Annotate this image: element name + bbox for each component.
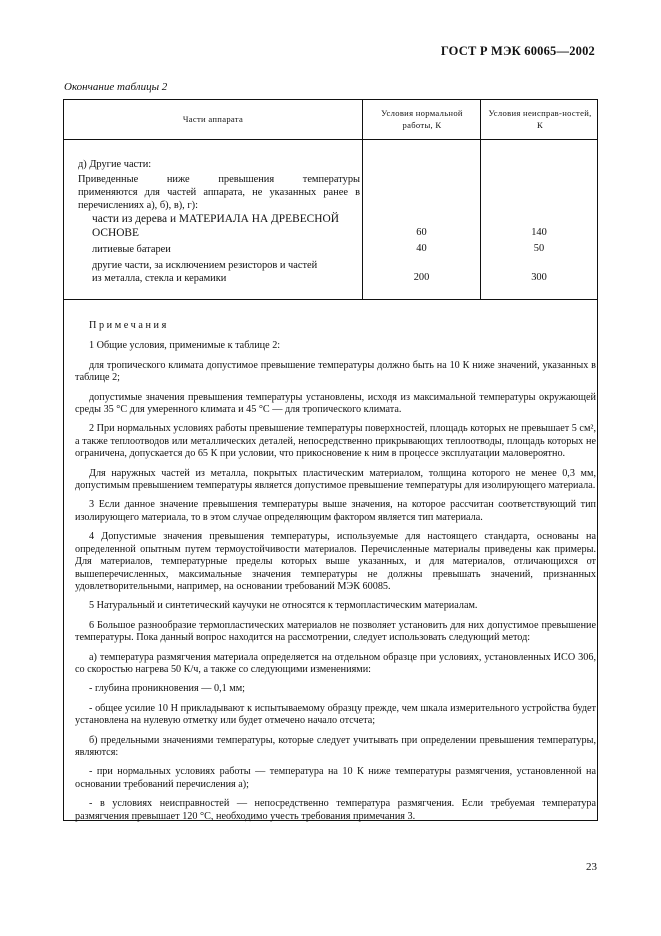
note-paragraph: а) температура размягчения материала определяется на отдельном образце при условиях, установленных ИСО 306, со скоростью нагрева 50 К/ч, а также со следующими изменениями: [75,651,596,675]
row-lithium-fault: 50 [533,243,545,254]
column-header-parts: Части аппарата [182,113,244,124]
column-header-normal: Условия нормальной работы, К [381,107,463,130]
section-text-line-3: перечислениях а), б), в), г): [78,200,198,211]
row-other-line-2: из металла, стекла и керамики [92,273,227,284]
note-paragraph: - в условиях неисправностей — непосредственно температура размягчения. Если требуемая температура размягчения превышает 120 °С, необходимо учесть требования примечания 3. [75,798,596,822]
row-lithium-line-1: литиевые батареи [92,244,171,255]
row-other-fault: 300 [531,272,547,283]
section-text-line-2: применяются для частей аппарата, не указанных ранее в [78,187,360,198]
notes-title: Примечания [89,320,169,331]
note-paragraph: - общее усилие 10 Н прикладывают к испытываемому образцу прежде, чем шкала измерительного устройства будет установлена на нулевую отметку или будет отмечено начало отсчета; [75,702,596,727]
note-paragraph: - при нормальных условиях работы — температура на 10 К ниже температуры размягчения, установленной на основании требований перечисления а); [75,766,596,790]
section-text-line-1: Приведенные ниже превышения температуры [78,174,360,185]
note-paragraph: - глубина проникновения — 0,1 мм; [89,683,245,695]
note-paragraph: для тропического климата допустимое превышение температуры должно быть на 10 К ниже значений, указанных в таблице 2; [75,359,596,384]
note-paragraph: 6 Большое разнообразие термопластических материалов не позволяет установить для них допустимое превышение температуры. Пока данный вопрос находится на рассмотрении, следует использовать следующий метод: [75,619,596,644]
body-divider [64,299,597,300]
row-wood-fault: 140 [531,227,547,238]
standard-header: ГОСТ Р МЭК 60065—2002 [440,44,595,58]
note-paragraph: 4 Допустимые значения превышения температуры, используемые для настоящего стандарта, основаны на определенной опытным путем термоустойчивости материалов. Перечисленные материалы приведены как примеры. Для материалов, температурные пределы которых выше указанных, и для материалов, отличающихся от вышеперечисленных, максимальные значения температуры не должны превышать значений, признанных удовлетворительными, например, на основании требований МЭК 60085. [75,531,596,592]
note-paragraph: допустимые значения превышения температуры установлены, исходя из максимальной температуры окружающей среды 35 °С для умеренного климата и 45 °С — для тропического климата. [75,391,596,416]
table-continuation-caption: Окончание таблицы 2 [64,81,168,93]
note-paragraph: 5 Натуральный и синтетический каучуки не относятся к термопластическим материалам. [89,600,478,612]
row-lithium-normal: 40 [416,243,427,254]
temperature-table [63,99,598,821]
column-divider-1 [362,100,363,299]
note-paragraph: 1 Общие условия, применимые к таблице 2: [89,340,281,352]
row-wood-line-2: ОСНОВЕ [92,227,139,239]
column-divider-2 [480,100,481,299]
note-paragraph: б) предельными значениями температуры, которые следует учитывать при определении превышения температуры, являются: [75,734,596,758]
note-paragraph: Для наружных частей из металла, покрытых пластическим материалом, толщина которого не менее 0,3 мм, допустимым превышением температуры является допустимое превышение температуры для изолирующего материала. [75,467,596,492]
section-title: д) Другие части: [78,159,152,170]
page-number: 23 [586,861,597,873]
row-wood-line-1: части из дерева и МАТЕРИАЛА НА ДРЕВЕСНОЙ [92,213,339,225]
header-divider [64,139,597,140]
note-paragraph: 3 Если данное значение превышения температуры выше значения, на которое рассчитан соответствующий тип изолирующего материала, то в этом случае определяющим фактором является тип материала. [75,499,596,523]
row-other-normal: 200 [413,272,430,283]
column-header-fault: Условия неисправ-ностей, К [488,107,592,130]
row-other-line-1: другие части, за исключением резисторов и частей [92,260,318,271]
row-wood-normal: 60 [416,227,427,238]
note-paragraph: 2 При нормальных условиях работы превышение температуры поверхностей, площадь которых не превышает 5 см², а также теплоотводов или металлических деталей, непосредственно прикрывающих теплоотводы, площадь которых не ограничена, допускается до 65 К при условии, что прикосновение к ним в процессе эксплуатации маловероятно. [75,423,596,460]
notes-block [75,320,596,830]
